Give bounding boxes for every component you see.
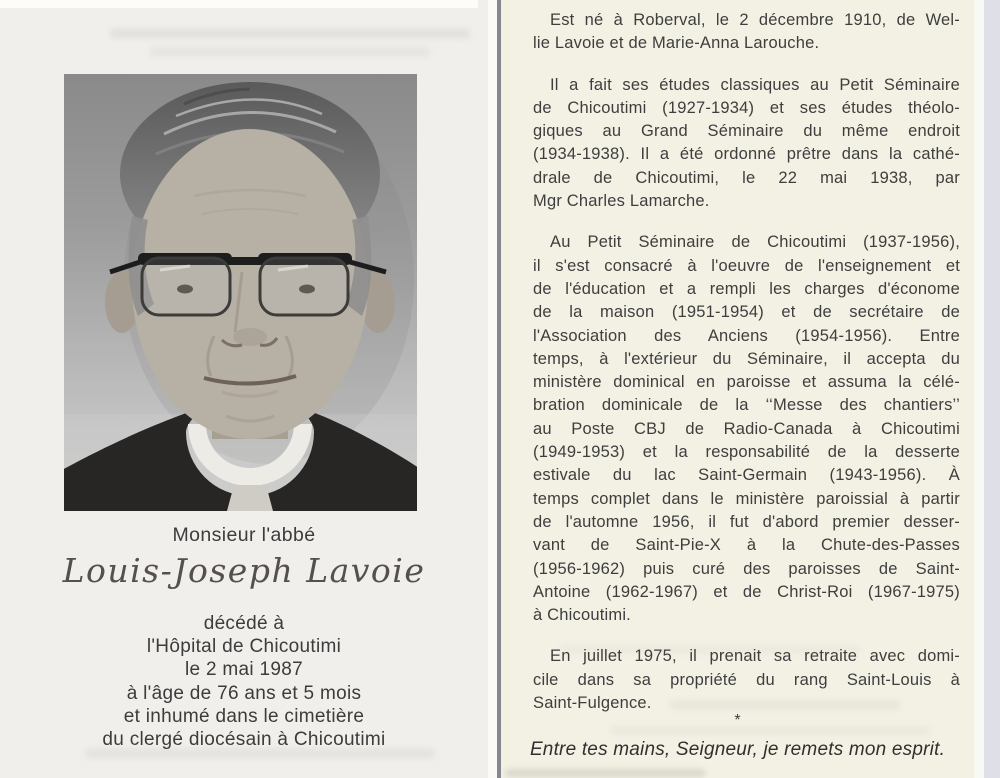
portrait-illustration — [64, 74, 417, 511]
death-info-block — [0, 612, 488, 751]
bio-paragraph-birth — [533, 9, 960, 56]
text-line: le 2 mai 1987 — [185, 659, 303, 681]
text-line: ministère dominical en paroisse et assuma la célé- — [533, 373, 960, 392]
panel-divider-line — [497, 0, 501, 778]
scan-edge-top — [0, 0, 478, 8]
scan-edge-right-band — [984, 0, 1000, 778]
closing-quote: Entre tes mains, Seigneur, je remets mon esprit. — [529, 739, 946, 760]
text-line: lie Lavoie et de Marie-Anna Larouche. — [533, 34, 820, 53]
text-line: au Poste CBJ de Radio-Canada à Chicoutimi — [533, 419, 960, 438]
text-line: (1956-1962) puis curé des paroisses de Saint- — [533, 559, 960, 578]
text-line: vant de Saint-Pie-X à la Chute-des-Passes — [533, 536, 960, 555]
text-line: de l'éducation et a rempli les charges d'économe — [533, 279, 960, 298]
bio-paragraph-retirement — [533, 645, 960, 715]
text-line: Antoine (1962-1967) et de Christ-Roi (1967-1975) — [533, 582, 960, 601]
scan-edge-right-strip — [974, 0, 984, 778]
text-line: (1934-1938). Il a été ordonné prêtre dans la cathé- — [533, 145, 960, 164]
text-line: En juillet 1975, il prenait sa retraite avec domi- — [550, 647, 960, 666]
text-line: Il a fait ses études classiques au Petit Séminaire — [550, 75, 960, 94]
priest-portrait-photo — [64, 74, 417, 511]
separator-star: * — [734, 712, 741, 729]
text-line: et inhumé dans le cimetière — [123, 705, 365, 727]
text-line: Mgr Charles Lamarche. — [533, 192, 710, 211]
text-line: décédé à — [203, 613, 285, 634]
text-line: cile dans sa propriété du rang Saint-Louis à — [533, 670, 960, 689]
text-line: Est né à Roberval, le 2 décembre 1910, de Wel- — [550, 11, 960, 29]
ghost-text-artifact — [150, 47, 430, 57]
text-line: giques au Grand Séminaire du même endroit — [533, 122, 960, 141]
text-line: à l'âge de 76 ans et 5 mois — [126, 682, 362, 704]
text-line: (1949-1953) et la responsabilité de la desserte — [533, 443, 960, 462]
text-line: l'Hôpital de Chicoutimi — [146, 636, 342, 658]
text-line: de Chicoutimi (1927-1934) et ses études théolo- — [533, 98, 960, 117]
text-line: il s'est consacré à l'oeuvre de l'enseignement et — [533, 256, 960, 275]
text-line: de l'automne 1956, il fut d'abord premier desser- — [533, 512, 960, 531]
deceased-name: Louis-Joseph Lavoie — [62, 551, 426, 590]
text-line: temps, à l'extérieur du Séminaire, il accepta du — [533, 349, 960, 368]
bio-paragraph-studies — [533, 74, 960, 214]
ghost-text-artifact — [110, 28, 470, 39]
text-line: du clergé diocésain à Chicoutimi — [102, 729, 386, 751]
caption-title: Monsieur l'abbé — [172, 524, 316, 546]
panel-gutter — [488, 0, 497, 778]
text-line: de la maison (1951-1954) et de secrétaire de — [533, 303, 960, 322]
biography-text — [533, 9, 960, 715]
text-line: bration dominicale de la ‘‘Messe des chantiers’’ — [533, 396, 960, 415]
text-line: temps complet dans le ministère paroissial à partir — [533, 489, 960, 508]
ghost-text-artifact — [505, 769, 705, 777]
bio-paragraph-ministry — [533, 231, 960, 627]
text-line: drale de Chicoutimi, le 22 mai 1938, par — [533, 168, 960, 187]
text-line: Au Petit Séminaire de Chicoutimi (1937-1956), — [550, 233, 960, 252]
text-line: l'Association des Anciens (1954-1956). Entre — [533, 326, 960, 345]
text-line: estivale du lac Saint-Germain (1943-1956). À — [533, 466, 960, 485]
text-line: à Chicoutimi. — [533, 606, 631, 625]
text-line: Saint-Fulgence. — [533, 694, 652, 713]
